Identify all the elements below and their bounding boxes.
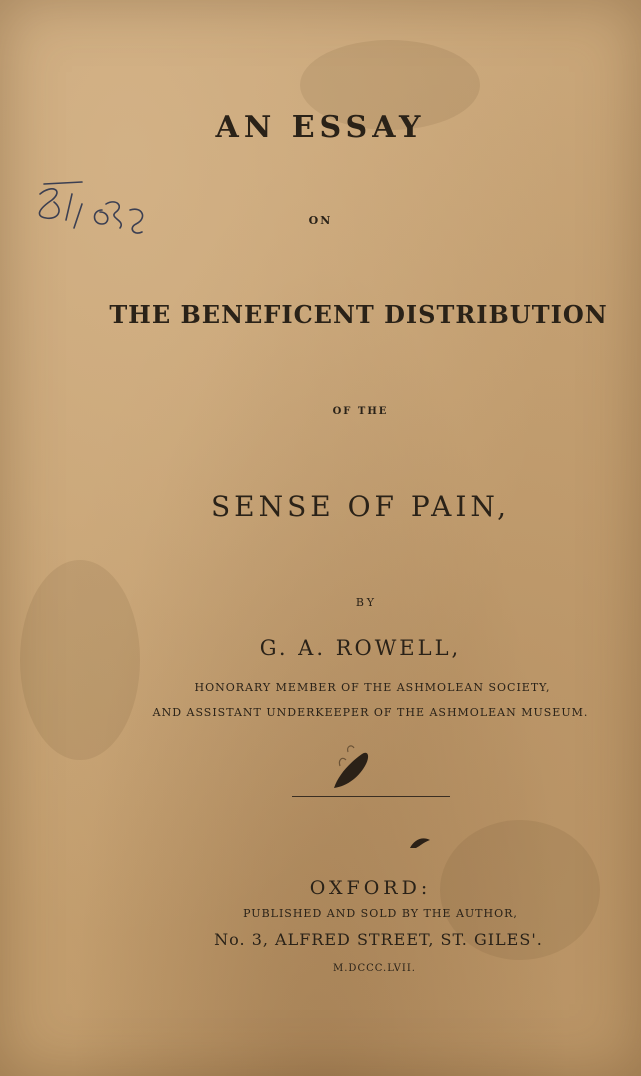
connector-by: BY [355, 596, 378, 609]
connector-on: ON [308, 214, 333, 227]
small-ornament-icon [408, 834, 432, 850]
subject-main-heading: SENSE OF PAIN, [210, 490, 511, 523]
author-name: G. A. ROWELL, [259, 636, 462, 660]
connector-of-the: OF THE [332, 406, 389, 417]
essay-title: AN ESSAY [215, 110, 426, 145]
author-credential: AND ASSISTANT UNDERKEEPER OF THE ASHMOLEAN MUSEUM. [152, 706, 589, 719]
divider-rule [292, 796, 450, 797]
paper-stain [20, 560, 140, 760]
author-credential: HONORARY MEMBER OF THE ASHMOLEAN SOCIETY, [194, 681, 551, 694]
subject-heading: THE BENEFICENT DISTRIBUTION [109, 300, 608, 329]
imprint-year: M.DCCC.LVII. [333, 963, 416, 974]
imprint-publisher: PUBLISHED AND SOLD BY THE AUTHOR, [243, 907, 518, 920]
printers-ornament-icon [330, 742, 374, 792]
imprint-city: OXFORD: [309, 877, 432, 899]
imprint-address: No. 3, ALFRED STREET, ST. GILES'. [214, 930, 543, 949]
handwritten-shelfmark [30, 180, 170, 240]
